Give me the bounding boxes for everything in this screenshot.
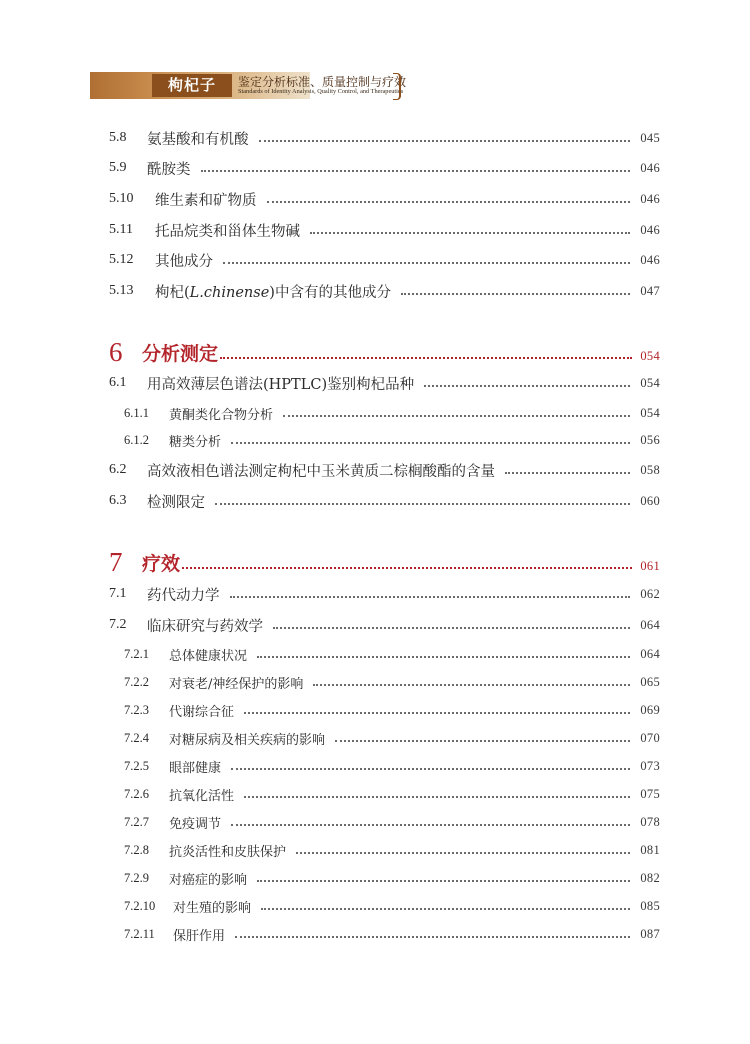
toc-entry-6-1-2[interactable] <box>124 431 660 449</box>
dot-leader <box>231 442 630 444</box>
toc-title: 对衰老/神经保护的影响 <box>169 676 304 692</box>
toc-page: 081 <box>640 842 660 857</box>
toc-entry-5-13[interactable] <box>109 281 660 301</box>
chapter-title: 分析测定 <box>142 342 219 365</box>
toc-title: 总体健康状况 <box>169 648 248 664</box>
toc-number: 6.1.1 <box>124 405 149 420</box>
toc-number: 5.12 <box>109 252 134 267</box>
toc-number: 5.11 <box>109 222 133 237</box>
toc-title: 临床研究与药效学 <box>147 618 263 635</box>
toc-page: 056 <box>640 432 660 447</box>
toc-number: 7.2.9 <box>124 870 149 885</box>
toc-entry-7-1[interactable] <box>109 584 660 604</box>
toc-page: 054 <box>640 348 660 363</box>
toc-page: 065 <box>640 674 660 689</box>
dot-leader <box>257 656 630 658</box>
toc-page: 064 <box>640 646 660 661</box>
toc-entry-7-2-7[interactable] <box>124 813 660 831</box>
toc-entry-7-2-1[interactable] <box>124 645 660 663</box>
dot-leader <box>424 385 630 387</box>
toc-number: 5.10 <box>109 191 134 206</box>
toc-number: 5.13 <box>109 283 134 298</box>
toc-number: 7.2.1 <box>124 646 149 661</box>
toc-title: 药代动力学 <box>147 587 220 604</box>
toc-number: 5.9 <box>109 160 127 175</box>
toc-entry-7-2-3[interactable] <box>124 701 660 719</box>
toc-title: 托品烷类和甾体生物碱 <box>155 223 300 240</box>
toc-title: 其他成分 <box>155 253 213 270</box>
toc-entry-6-1-1[interactable] <box>124 404 660 422</box>
toc-page: 054 <box>640 375 660 390</box>
book-subtitle-en: Standards of Identity Analysis, Quality Control, and Therapeutics <box>238 88 404 95</box>
chapter-number: 7 <box>109 546 123 577</box>
toc-page: 061 <box>640 558 660 573</box>
toc-number: 7.2.11 <box>124 926 155 941</box>
toc-title: 对生殖的影响 <box>173 900 252 916</box>
toc-number: 7.2 <box>109 617 127 632</box>
dot-leader <box>231 768 630 770</box>
book-title: 枸杞子 <box>152 74 232 97</box>
toc-entry-7-2-5[interactable] <box>124 757 660 775</box>
toc-page: 046 <box>640 252 660 267</box>
dot-leader <box>220 357 632 359</box>
toc-number: 6.2 <box>109 462 127 477</box>
toc-page: 087 <box>640 926 660 941</box>
toc-title: 保肝作用 <box>173 928 226 944</box>
toc-number: 7.2.10 <box>124 898 156 913</box>
title-pre: 枸杞( <box>155 284 190 301</box>
dot-leader <box>296 852 630 854</box>
toc-title: 免疫调节 <box>169 816 222 832</box>
toc-chapter-6[interactable] <box>109 338 660 366</box>
book-subtitle-zh: 鉴定分析标准、质量控制与疗效 <box>238 75 407 89</box>
toc-title: 对糖尿病及相关疾病的影响 <box>169 732 326 748</box>
dot-leader <box>257 880 630 882</box>
toc-page: 060 <box>640 493 660 508</box>
toc-entry-7-2-10[interactable] <box>124 897 660 915</box>
toc-title: 维生素和矿物质 <box>155 192 257 209</box>
toc-number: 7.2.2 <box>124 674 149 689</box>
dot-leader <box>231 824 630 826</box>
toc-entry-5-8[interactable] <box>109 128 660 148</box>
toc-title: 代谢综合征 <box>169 704 235 720</box>
toc-number: 5.8 <box>109 130 127 145</box>
toc-number: 6.1 <box>109 375 127 390</box>
toc-entry-7-2-11[interactable] <box>124 925 660 943</box>
dot-leader <box>313 684 630 686</box>
toc-title: 糖类分析 <box>169 434 222 450</box>
toc-page: 046 <box>640 191 660 206</box>
toc-title: 抗氧化活性 <box>169 788 235 804</box>
toc-entry-5-10[interactable] <box>109 189 660 209</box>
toc-chapter-7[interactable] <box>109 548 660 576</box>
latin-name: L.chinense <box>189 284 270 301</box>
toc-page: 085 <box>640 898 660 913</box>
dot-leader <box>283 415 630 417</box>
title-post: )中含有的其他成分 <box>269 284 391 301</box>
chapter-title: 疗效 <box>142 552 181 575</box>
toc-page: 073 <box>640 758 660 773</box>
dot-leader <box>244 712 630 714</box>
toc-title: 对癌症的影响 <box>169 872 248 888</box>
toc-page: 069 <box>640 702 660 717</box>
toc-page: 046 <box>640 160 660 175</box>
toc-page: 047 <box>640 283 660 298</box>
toc-entry-5-12[interactable] <box>109 250 660 270</box>
toc-page: 070 <box>640 730 660 745</box>
dot-leader <box>505 472 630 474</box>
toc-title: 酰胺类 <box>147 161 191 178</box>
dot-leader <box>244 796 630 798</box>
toc-number: 7.2.5 <box>124 758 149 773</box>
dot-leader <box>201 170 631 172</box>
toc-entry-7-2-9[interactable] <box>124 869 660 887</box>
dot-leader <box>267 201 631 203</box>
dot-leader <box>335 740 630 742</box>
dot-leader <box>235 936 630 938</box>
toc-page: 062 <box>640 586 660 601</box>
dot-leader <box>401 293 630 295</box>
toc-title <box>155 281 391 302</box>
chapter-number: 6 <box>109 336 123 367</box>
toc-number: 7.2.6 <box>124 786 149 801</box>
toc-entry-7-2-4[interactable] <box>124 729 660 747</box>
toc-page: 045 <box>640 130 660 145</box>
dot-leader <box>259 140 631 142</box>
toc-title: 氨基酸和有机酸 <box>147 131 249 148</box>
toc-title: 用高效薄层色谱法(HPTLC)鉴别枸杞品种 <box>147 376 415 393</box>
toc-entry-6-2[interactable] <box>109 460 660 480</box>
toc-number: 7.2.7 <box>124 814 149 829</box>
toc-number: 6.3 <box>109 493 127 508</box>
toc-number: 6.1.2 <box>124 432 149 447</box>
toc-entry-5-9[interactable] <box>109 158 660 178</box>
toc-number: 7.2.8 <box>124 842 149 857</box>
toc-entry-6-1[interactable] <box>109 373 660 393</box>
dot-leader <box>182 567 632 569</box>
dot-leader <box>261 908 630 910</box>
toc-page: 078 <box>640 814 660 829</box>
toc-page: 046 <box>640 222 660 237</box>
dot-leader <box>310 232 630 234</box>
toc-entry-7-2-6[interactable] <box>124 785 660 803</box>
toc-entry-6-3[interactable] <box>109 491 660 511</box>
toc-title: 高效液相色谱法测定枸杞中玉米黄质二棕榈酸酯的含量 <box>147 463 495 480</box>
toc-title: 检测限定 <box>147 494 205 511</box>
toc-title: 黄酮类化合物分析 <box>169 407 274 423</box>
toc-page: 082 <box>640 870 660 885</box>
toc-page: 058 <box>640 462 660 477</box>
toc-number: 7.2.4 <box>124 730 149 745</box>
toc-entry-7-2[interactable] <box>109 615 660 635</box>
toc-number: 7.2.3 <box>124 702 149 717</box>
dot-leader <box>215 503 630 505</box>
toc-entry-5-11[interactable] <box>109 220 660 240</box>
toc-entry-7-2-8[interactable] <box>124 841 660 859</box>
dot-leader <box>273 627 630 629</box>
toc-number: 7.1 <box>109 586 127 601</box>
toc-page: 064 <box>640 617 660 632</box>
toc-page: 054 <box>640 405 660 420</box>
toc-title: 眼部健康 <box>169 760 222 776</box>
toc-page: 075 <box>640 786 660 801</box>
dot-leader <box>230 596 631 598</box>
dot-leader <box>223 262 630 264</box>
toc-title: 抗炎活性和皮肤保护 <box>169 844 287 860</box>
toc-entry-7-2-2[interactable] <box>124 673 660 691</box>
